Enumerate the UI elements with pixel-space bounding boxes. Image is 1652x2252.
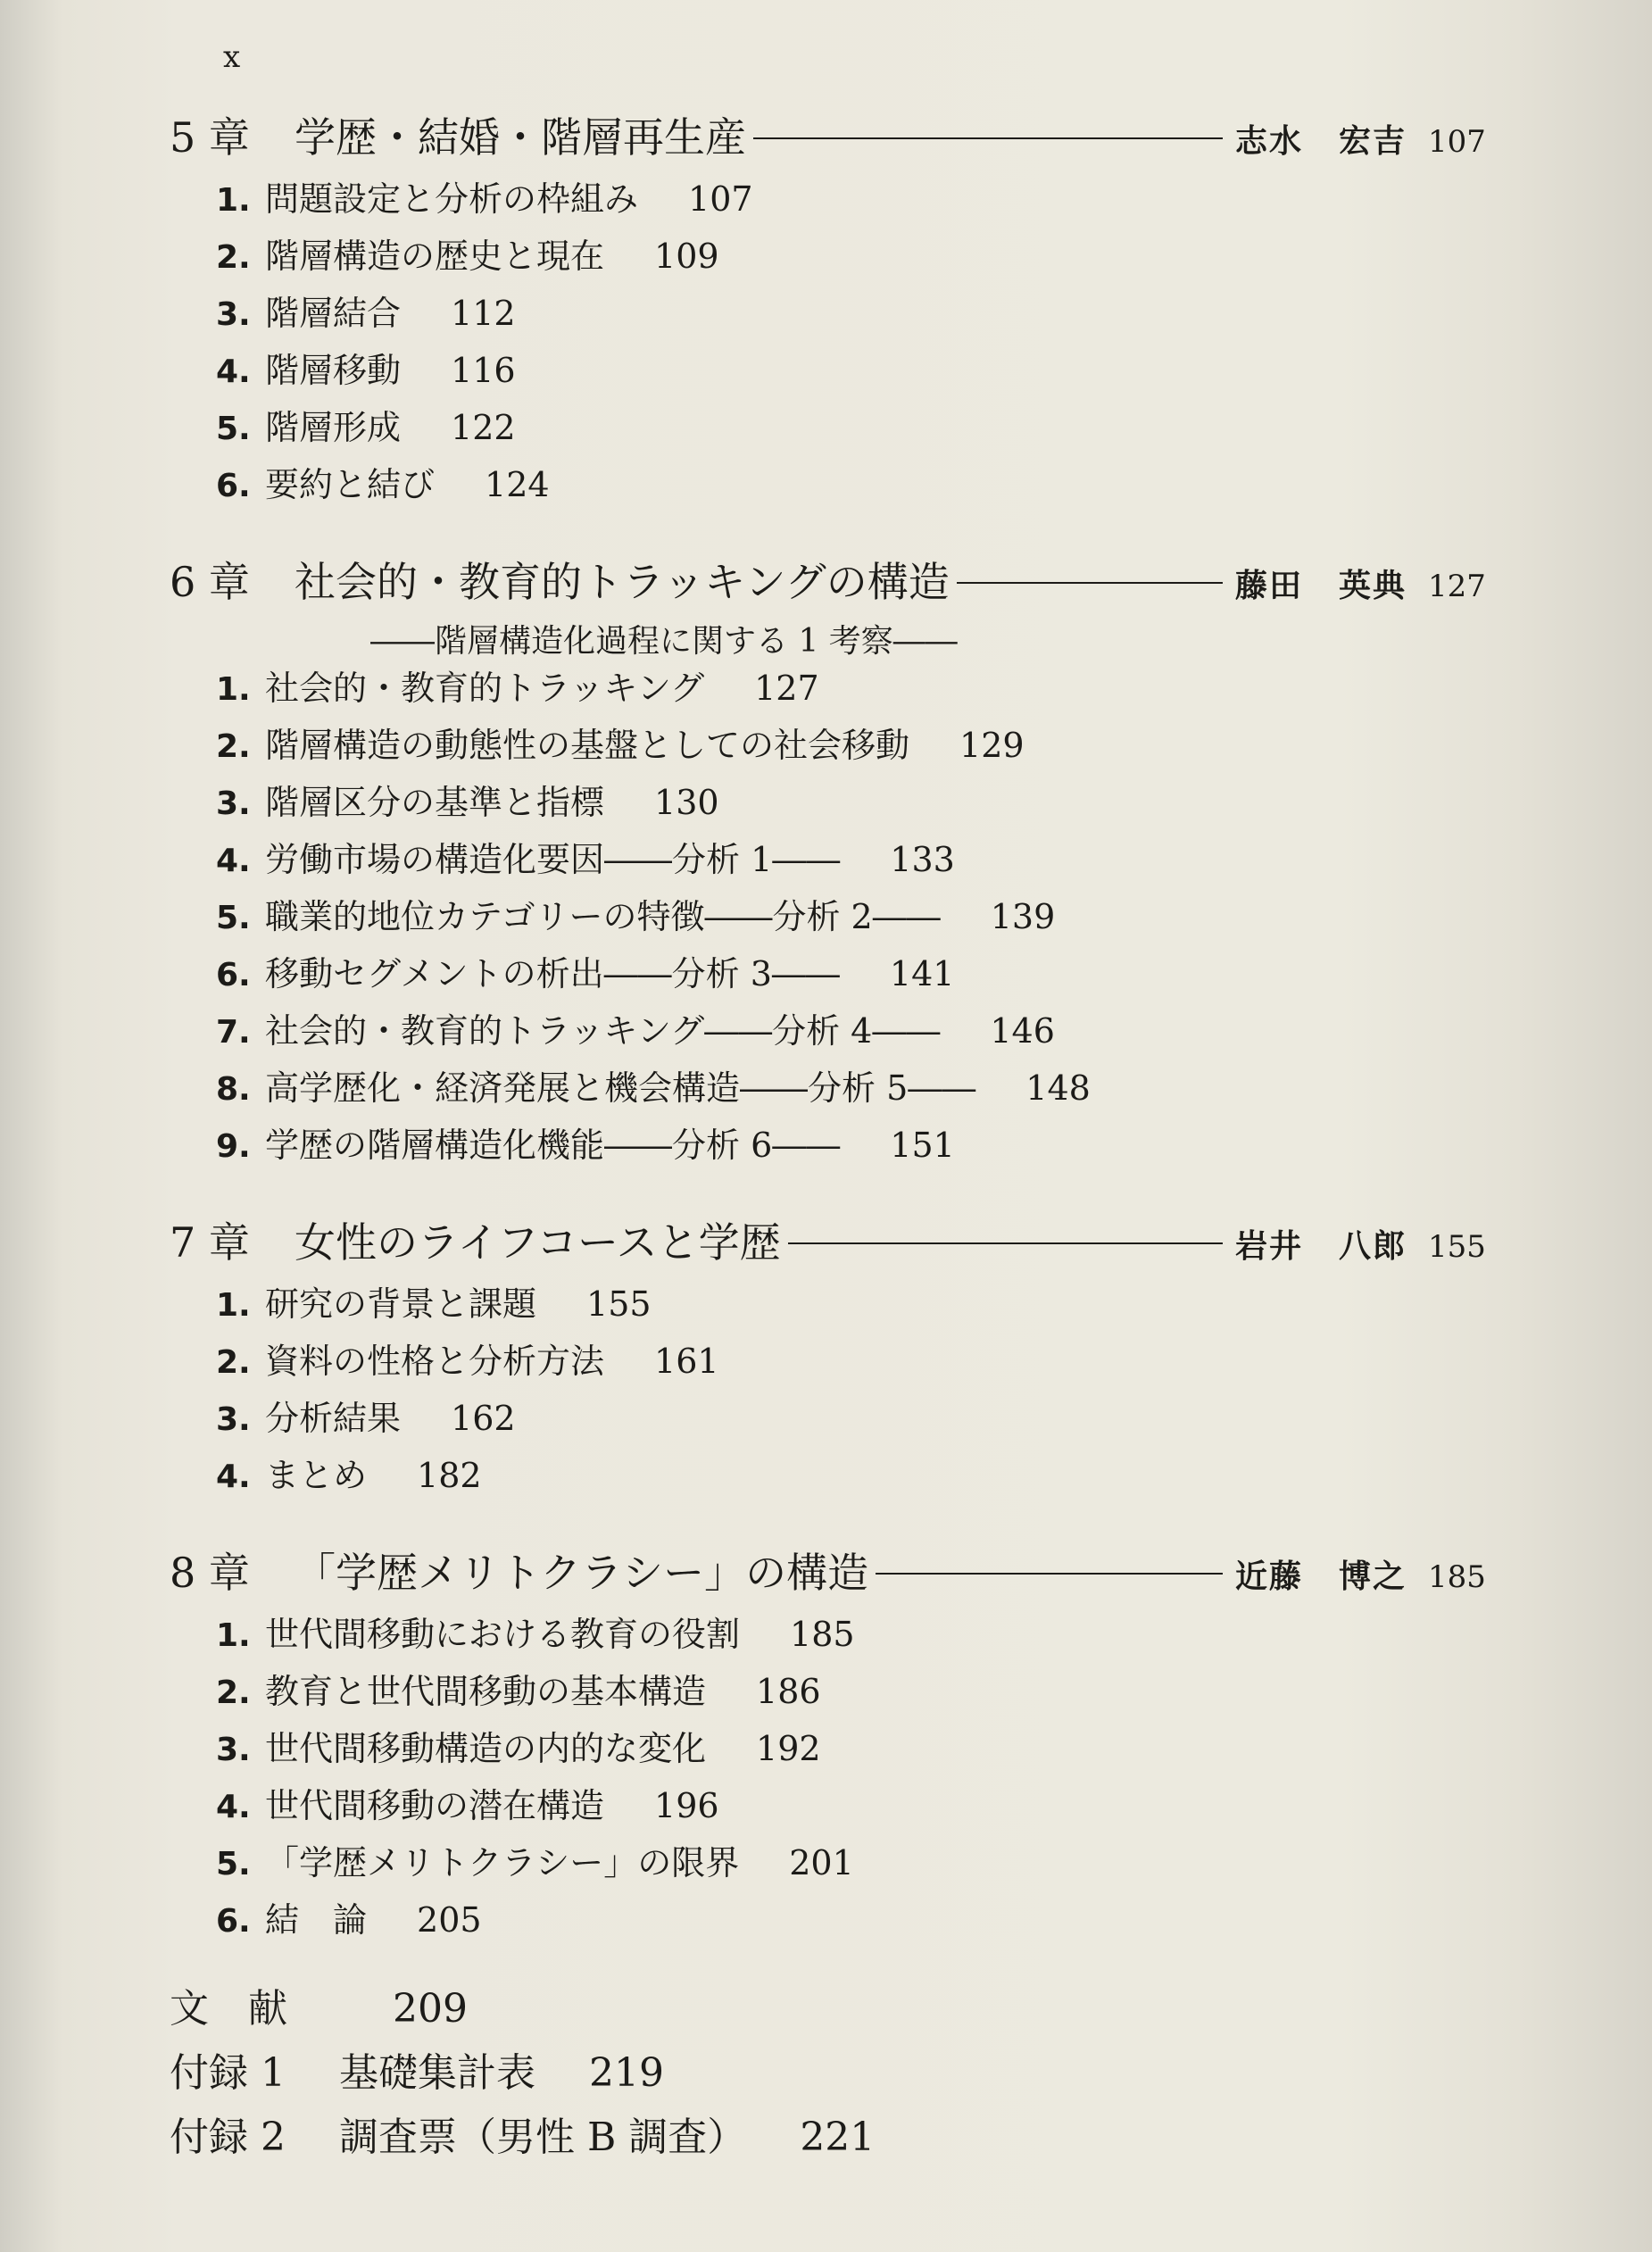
section-page: 182 [417, 1456, 482, 1495]
section-item [170, 1448, 1482, 1505]
author-given-name: 宏吉 [1338, 123, 1407, 160]
section-title: 職業的地位カテゴリーの特徴――分析 2―― [265, 897, 941, 936]
section-item [170, 775, 1482, 832]
back-matter-label: 付録 2 [170, 2115, 286, 2160]
section-item [170, 832, 1482, 889]
section-number: 3. [216, 296, 251, 333]
section-number: 2. [216, 728, 251, 765]
section-item [170, 400, 1482, 457]
section-number: 7. [216, 1014, 251, 1051]
section-title: 階層結合 [265, 294, 402, 333]
section-number: 2. [216, 1344, 251, 1381]
section-title: 階層区分の基準と指標 [265, 783, 605, 822]
section-title: 研究の背景と課題 [265, 1284, 537, 1324]
chapter-title: 社会的・教育的トラッキングの構造 [295, 558, 950, 606]
chapter-heading [170, 1541, 1486, 1607]
section-page: 196 [654, 1786, 719, 1825]
page-folio: x [223, 39, 241, 75]
section-title: 世代間移動構造の内的な変化 [265, 1729, 707, 1768]
section-title: 階層構造の動態性の基盤としての社会移動 [265, 726, 910, 765]
section-item [170, 1003, 1482, 1060]
section-item [170, 1721, 1482, 1778]
chapter-subtitle: ――階層構造化過程に関する 1 考察―― [370, 623, 958, 660]
section-page: 146 [990, 1011, 1055, 1051]
section-number: 8. [216, 1071, 251, 1108]
section-page: 151 [890, 1126, 955, 1165]
section-item [170, 718, 1482, 775]
chapter-number: 5 章 [170, 113, 250, 162]
section-page: 109 [654, 237, 719, 276]
section-number: 4. [216, 353, 251, 390]
section-title: 世代間移動における教育の役割 [265, 1615, 741, 1654]
section-list [170, 1276, 1482, 1505]
section-page: 107 [688, 179, 753, 219]
section-number: 3. [216, 785, 251, 822]
section-page: 148 [1025, 1068, 1091, 1108]
section-number: 2. [216, 239, 251, 276]
section-title: 「学歴メリトクラシー」の限界 [265, 1843, 740, 1882]
section-title: 教育と世代間移動の基本構造 [265, 1672, 707, 1711]
section-item [170, 1778, 1482, 1835]
section-page: 127 [754, 669, 819, 708]
section-title: 学歴の階層構造化機能――分析 6―― [265, 1126, 841, 1165]
chapter-author [1235, 561, 1407, 606]
back-matter-title: 基礎集計表 [339, 2050, 535, 2096]
back-matter-page: 209 [393, 1986, 468, 2032]
section-title: 問題設定と分析の枠組み [265, 179, 639, 219]
back-matter-title: 調査票（男性 B 調査） [339, 2115, 747, 2160]
section-number: 1. [216, 1287, 251, 1324]
section-page: 133 [890, 840, 955, 879]
section-number: 2. [216, 1674, 251, 1711]
section-page: 124 [485, 465, 550, 504]
chapter-title: 「学歴メリトクラシー」の構造 [295, 1549, 869, 1597]
chapter-7 [170, 1210, 1486, 1505]
section-number: 5. [216, 900, 251, 936]
section-number: 6. [216, 957, 251, 993]
section-number: 5. [216, 1846, 251, 1882]
section-page: 205 [417, 1900, 482, 1940]
section-page: 129 [959, 726, 1025, 765]
chapter-heading [170, 550, 1486, 616]
back-matter-item [170, 1976, 1482, 2040]
chapter-author [1235, 1551, 1407, 1597]
section-page: 155 [586, 1284, 652, 1324]
section-page: 141 [889, 954, 955, 993]
back-matter-label: 付録 1 [170, 2050, 286, 2096]
section-number: 4. [216, 1458, 251, 1495]
section-page: 201 [789, 1843, 854, 1882]
author-given-name: 八郎 [1338, 1228, 1407, 1265]
section-item [170, 457, 1482, 514]
leader-rule [788, 1242, 1223, 1244]
section-page: 185 [790, 1615, 855, 1654]
section-title: 結 論 [265, 1900, 368, 1940]
section-page: 112 [451, 294, 516, 333]
chapter-heading [170, 105, 1486, 171]
author-family-name: 藤田 [1234, 568, 1303, 604]
chapter-title: 女性のライフコースと学歴 [295, 1218, 781, 1267]
section-number: 5. [216, 411, 251, 447]
section-title: 階層移動 [265, 351, 402, 390]
section-number: 6. [216, 1903, 251, 1940]
chapter-heading [170, 1210, 1486, 1276]
section-number: 1. [216, 182, 251, 219]
section-item [170, 1892, 1482, 1949]
chapter-page: 155 [1428, 1229, 1486, 1265]
section-title: 労働市場の構造化要因――分析 1―― [265, 840, 841, 879]
section-title: 分析結果 [265, 1399, 402, 1438]
table-of-contents [170, 105, 1486, 2169]
section-item [170, 661, 1482, 718]
section-item [170, 889, 1482, 946]
chapter-number: 8 章 [170, 1549, 250, 1597]
author-family-name: 志水 [1234, 123, 1303, 160]
section-item [170, 1060, 1482, 1118]
section-title: 要約と結び [265, 465, 436, 504]
section-item [170, 1334, 1482, 1391]
section-list [170, 661, 1482, 1175]
section-item [170, 286, 1482, 343]
section-page: 116 [451, 351, 516, 390]
chapter-number: 6 章 [170, 558, 250, 606]
section-list [170, 1607, 1482, 1949]
section-number: 9. [216, 1128, 251, 1165]
section-page: 192 [756, 1729, 821, 1768]
chapter-author [1235, 116, 1407, 162]
chapter-8 [170, 1541, 1486, 1949]
section-number: 3. [216, 1401, 251, 1438]
author-family-name: 岩井 [1234, 1228, 1303, 1265]
section-list [170, 171, 1482, 514]
section-page: 122 [451, 408, 516, 447]
section-title: 移動セグメントの析出――分析 3―― [265, 954, 840, 993]
section-item [170, 229, 1482, 286]
leader-rule [957, 582, 1223, 584]
section-item [170, 1276, 1482, 1334]
section-page: 161 [654, 1342, 719, 1381]
section-number: 1. [216, 671, 251, 708]
section-item [170, 1835, 1482, 1892]
chapter-number: 7 章 [170, 1218, 250, 1267]
section-item [170, 946, 1482, 1003]
section-number: 4. [216, 843, 251, 879]
chapter-page: 127 [1428, 569, 1486, 604]
section-page: 139 [990, 897, 1056, 936]
author-given-name: 博之 [1338, 1558, 1407, 1595]
back-matter-page: 219 [589, 2050, 664, 2096]
section-item [170, 1118, 1482, 1175]
section-title: 高学歴化・経済発展と機会構造――分析 5―― [265, 1068, 976, 1108]
leader-rule [753, 137, 1223, 139]
section-page: 186 [756, 1672, 821, 1711]
section-number: 4. [216, 1789, 251, 1825]
chapter-6 [170, 550, 1486, 1175]
section-title: 世代間移動の潜在構造 [265, 1786, 605, 1825]
section-number: 6. [216, 468, 251, 504]
back-matter-label: 文 献 [170, 1986, 287, 2032]
section-page: 130 [654, 783, 719, 822]
chapter-title: 学歴・結婚・階層再生産 [295, 113, 746, 162]
section-item [170, 171, 1482, 229]
section-title: 階層形成 [265, 408, 402, 447]
section-number: 3. [216, 1732, 251, 1768]
section-page: 162 [451, 1399, 516, 1438]
section-item [170, 1607, 1482, 1664]
back-matter-item [170, 2105, 1482, 2169]
section-title: まとめ [265, 1456, 368, 1495]
leader-rule [876, 1573, 1223, 1575]
section-item [170, 1664, 1482, 1721]
chapter-author [1235, 1221, 1407, 1267]
section-item [170, 343, 1482, 400]
author-family-name: 近藤 [1234, 1558, 1303, 1595]
section-title: 資料の性格と分析方法 [265, 1342, 605, 1381]
chapter-5 [170, 105, 1486, 514]
back-matter [170, 1976, 1482, 2169]
section-title: 社会的・教育的トラッキング [265, 669, 705, 708]
back-matter-page: 221 [800, 2115, 876, 2160]
section-number: 1. [216, 1617, 251, 1654]
section-title: 社会的・教育的トラッキング――分析 4―― [265, 1011, 941, 1051]
section-title: 階層構造の歴史と現在 [265, 237, 605, 276]
section-item [170, 1391, 1482, 1448]
back-matter-item [170, 2040, 1482, 2105]
chapter-page: 185 [1428, 1559, 1486, 1595]
chapter-page: 107 [1428, 124, 1486, 160]
author-given-name: 英典 [1338, 568, 1407, 604]
